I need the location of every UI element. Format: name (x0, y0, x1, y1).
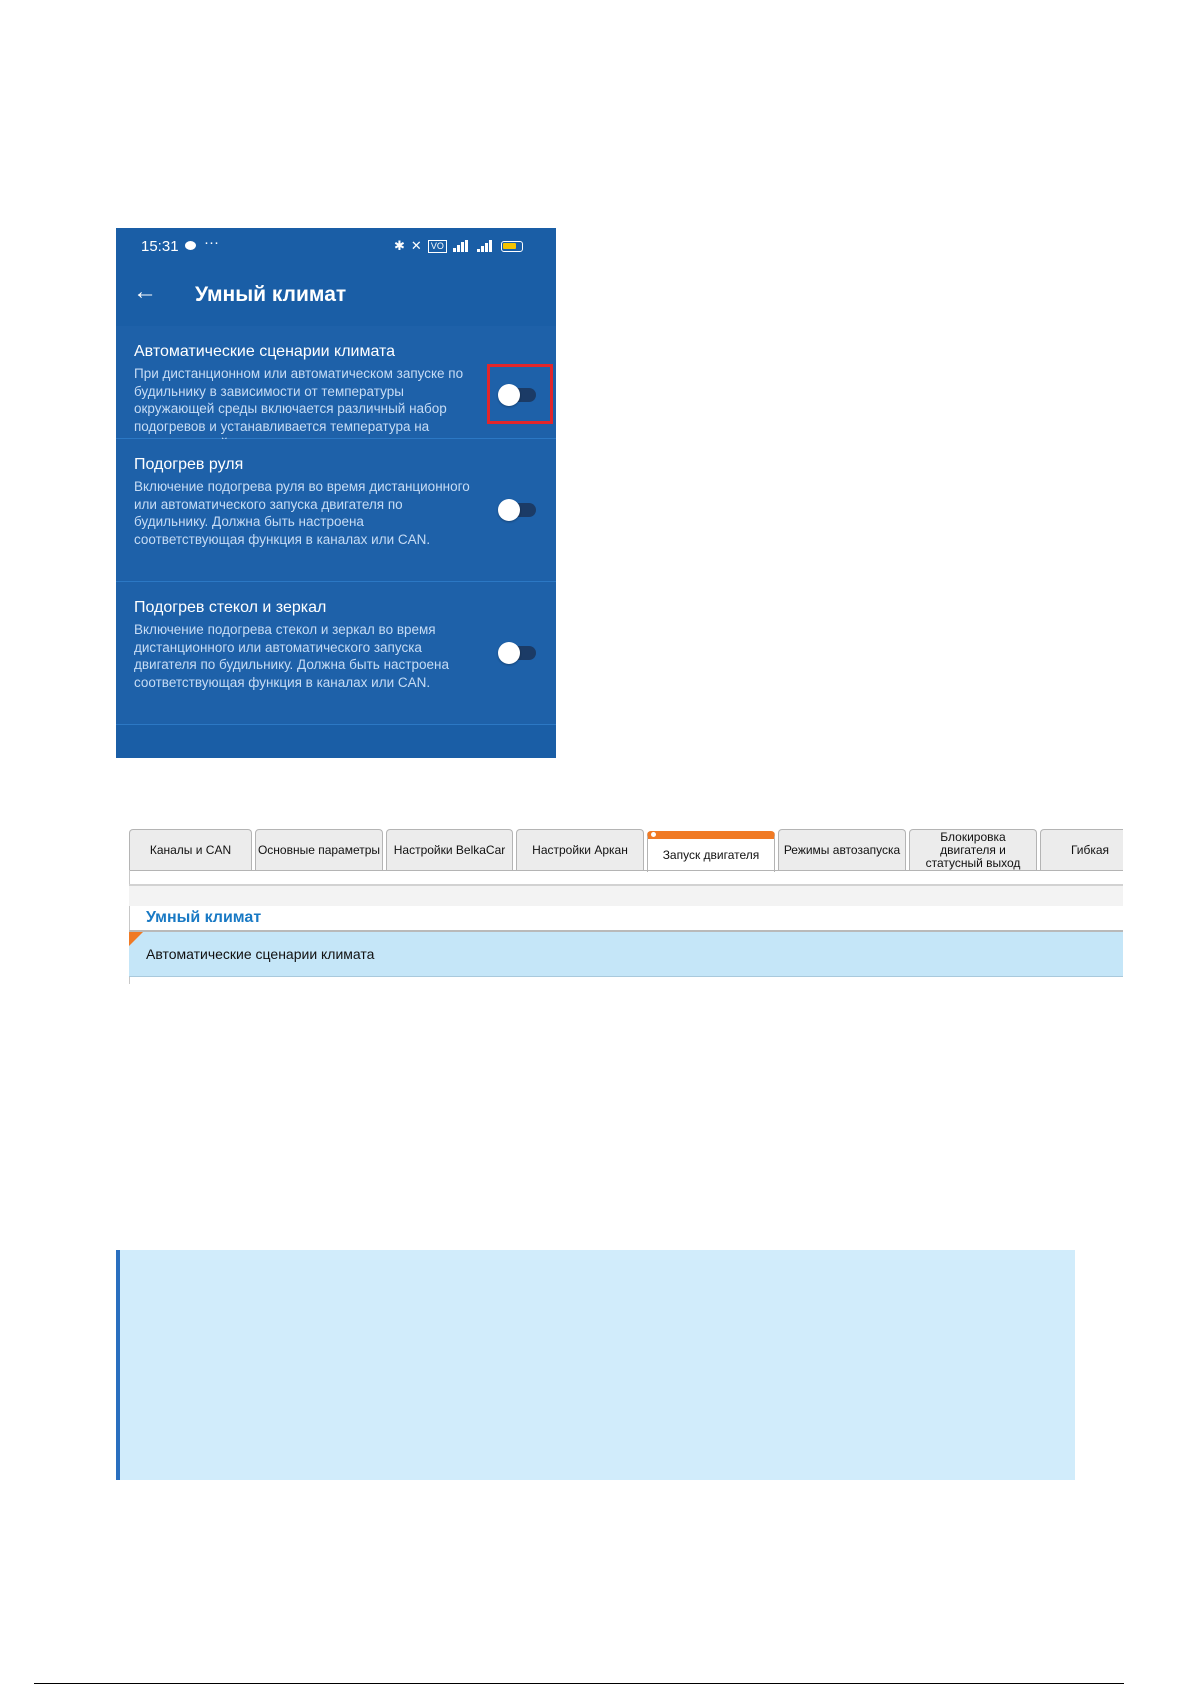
4g-signal-icon (453, 240, 471, 252)
app-bar (116, 268, 556, 324)
setting-steering-heat[interactable] (116, 439, 556, 582)
row-label: Автоматические сценарии климата (146, 946, 375, 962)
tab-label: Настройки BelkaCar (393, 842, 506, 857)
tab-engine-start[interactable] (647, 831, 775, 872)
battery-icon (501, 241, 523, 252)
phone-screenshot (116, 228, 556, 758)
tab-channels-can[interactable] (129, 829, 252, 870)
tab-bar (129, 826, 1123, 870)
signal-icon (477, 240, 495, 252)
tab-label: Режимы автозапуска (783, 842, 901, 857)
status-time: 15:31 (141, 238, 179, 255)
tab-engine-block[interactable] (909, 829, 1037, 870)
settings-list (116, 326, 556, 725)
status-icons (394, 237, 523, 255)
back-arrow-icon[interactable]: ← (133, 278, 157, 305)
setting-title: Подогрев стекол и зеркал (134, 599, 327, 616)
page-title: Умный климат (195, 283, 347, 306)
tab-indicator-dot (651, 832, 656, 837)
desktop-screenshot (116, 826, 1123, 984)
setting-title: Подогрев руля (134, 456, 244, 473)
more-notifications-icon: ··· (204, 234, 219, 251)
tab-label: Настройки Аркан (532, 842, 628, 857)
tab-basic-params[interactable] (255, 829, 383, 870)
tab-label: Основные параметры (257, 842, 381, 857)
bluetooth-icon: ✱ (394, 238, 405, 253)
panel-toolbar (129, 886, 1123, 906)
glass-mirror-heat-toggle[interactable] (500, 646, 536, 660)
footer-rule (34, 1683, 1124, 1684)
setting-glass-mirror-heat[interactable] (116, 582, 556, 725)
status-bar (116, 228, 556, 268)
setting-description: Включение подогрева руля во время дистанционного или автоматического запуска двигателя по будильнику. Должна быть настроена соответствующая функция в каналах или CAN. (134, 479, 470, 547)
volte-icon: VO (428, 240, 447, 253)
setting-description: Включение подогрева стекол и зеркал во время дистанционного или автоматического запуска двигателя по будильнику. Должна быть настроена соответствующая функция в каналах или CAN. (134, 622, 449, 690)
tab-underline (129, 870, 1123, 871)
modified-corner-icon (129, 932, 143, 946)
tab-label: Блокировка двигателя и статусный выход (925, 829, 1021, 870)
setting-description: При дистанционном или автоматическом запуске по будильнику в зависимости от температуры окружающей среды включается различный набор подогревов и устанавливается температура на (134, 366, 464, 434)
tab-label: Запуск двигателя (662, 848, 760, 862)
no-sound-icon: ✕ (410, 238, 422, 253)
tab-label: Гибкая (1070, 842, 1110, 857)
section-title: Умный климат (146, 909, 262, 926)
steering-heat-toggle[interactable] (500, 503, 536, 517)
tab-autostart-modes[interactable] (778, 829, 906, 870)
tab-flexible[interactable] (1040, 829, 1123, 870)
toggle-knob (498, 642, 520, 664)
setting-title: Автоматические сценарии климата (134, 343, 396, 360)
setting-row-auto-climate[interactable] (129, 932, 1123, 977)
tab-arkan[interactable] (516, 829, 644, 870)
tab-label: Каналы и CAN (149, 842, 232, 857)
tab-belkacar[interactable] (386, 829, 513, 870)
red-highlight-box (487, 364, 553, 424)
setting-auto-climate[interactable] (116, 326, 556, 439)
toggle-knob (498, 499, 520, 521)
chat-bubble-icon (185, 241, 196, 250)
info-callout (116, 1250, 1075, 1480)
